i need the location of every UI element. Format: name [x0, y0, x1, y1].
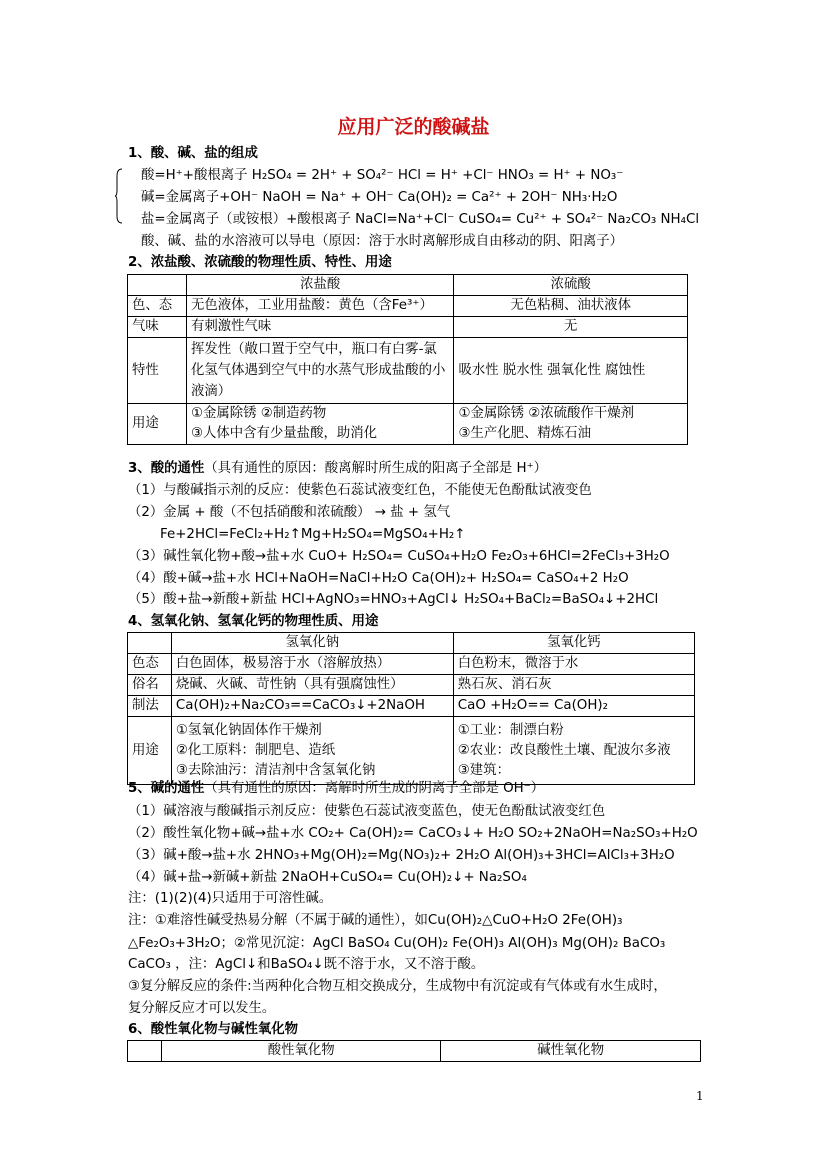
row-label: 用途	[128, 404, 187, 445]
table-row	[128, 633, 695, 654]
table-row	[128, 1041, 701, 1062]
usage-line: ③生产化肥、精炼石油	[458, 426, 591, 441]
acids-table	[127, 274, 688, 445]
usage-line: ①金属除锈 ②制造药物	[190, 406, 327, 421]
table-row	[128, 275, 688, 296]
row-label: 气味	[128, 317, 187, 338]
row-label: 用途	[128, 717, 172, 785]
base-property-1: （1）碱溶液与酸碱指示剂反应：使紫色石蕊试液变蓝色，使无色酚酞试液变红色	[128, 804, 606, 819]
table-cell: 熟石灰、消石灰	[453, 675, 694, 696]
acid-property-4: （4）酸+碱→盐+水 HCl+NaOH=NaCl+H₂O Ca(OH)₂+ H₂SO₄= CaSO₄+2 H₂O	[128, 571, 629, 586]
acid-property-2-examples: Fe+2HCl=FeCl₂+H₂↑Mg+H₂SO₄=MgSO₄+H₂↑	[160, 527, 466, 542]
row-label: 俗名	[128, 675, 172, 696]
bases-table	[127, 632, 695, 785]
page-title: 应用广泛的酸碱盐	[337, 116, 490, 138]
table-header: 酸性氧化物	[161, 1041, 441, 1062]
section-5-note: （具有通性的原因：离解时所生成的阴离子全部是 OH⁻）	[204, 781, 545, 796]
conductivity-note: 酸、碱、盐的水溶液可以导电（原因：溶于水时离解形成自由移动的阴、阳离子）	[141, 234, 624, 249]
note-5: ③复分解反应的条件:当两种化合物互相交换成分，生成物中有沉淀或有气体或有水生成时，	[128, 979, 667, 994]
salt-composition: 盐=金属离子（或铵根）+酸根离子 NaCl=Na⁺+Cl⁻ CuSO₄= Cu²⁺ + SO₄²⁻ Na₂CO₃ NH₄Cl	[141, 212, 700, 227]
table-cell	[453, 717, 694, 785]
table-row	[128, 404, 688, 445]
note-6: 复分解反应才可以发生。	[128, 1001, 276, 1016]
table-cell	[128, 275, 187, 296]
note-1: 注：(1)(2)(4)只适用于可溶性碱。	[128, 891, 333, 906]
usage-line: ①金属除锈 ②浓硫酸作干燥剂	[458, 406, 634, 421]
table-header: 氢氧化钠	[171, 633, 453, 654]
section-5-heading-line	[128, 780, 544, 798]
base-property-2: （2）酸性氧化物+碱→盐+水 CO₂+ Ca(OH)₂= CaCO₃↓+ H₂O SO₂+2NaOH=Na₂SO₃+H₂O	[128, 826, 698, 841]
base-composition: 碱=金属离子+OH⁻ NaOH = Na⁺ + OH⁻ Ca(OH)₂ = Ca²⁺ + 2OH⁻ NH₃·H₂O	[141, 190, 618, 205]
row-label: 特性	[128, 338, 187, 404]
table-row	[128, 675, 695, 696]
row-label: 色、态	[128, 296, 187, 317]
table-cell: 无色液体，工业用盐酸：黄色（含Fe³⁺）	[186, 296, 454, 317]
table-cell: 烧碱、火碱、苛性钠（具有强腐蚀性）	[171, 675, 453, 696]
table-cell: 无	[454, 317, 688, 338]
table-header: 浓硫酸	[454, 275, 688, 296]
table-row	[128, 317, 688, 338]
page-number: 1	[696, 1089, 704, 1103]
usage-line: ③人体中含有少量盐酸，助消化	[190, 426, 378, 441]
base-property-4: （4）碱+盐→新碱+新盐 2NaOH+CuSO₄= Cu(OH)₂↓+ Na₂SO₄	[128, 870, 527, 885]
table-cell: 有刺激性气味	[186, 317, 454, 338]
table-cell: 白色固体，极易溶于水（溶解放热）	[171, 654, 453, 675]
note-2: 注：①难溶性碱受热易分解（不属于碱的通性），如Cu(OH)₂△CuO+H₂O 2Fe(OH)₃	[128, 913, 623, 928]
oxides-table	[127, 1040, 701, 1062]
usage-line: ①氢氧化钠固体作干燥剂	[175, 722, 322, 738]
usage-line: ②农业：改良酸性土壤、配波尔多液	[457, 742, 671, 758]
usage-line: ③去除油污：清洁剂中含氢氧化钠	[175, 762, 376, 778]
section-3-heading-line	[128, 460, 547, 478]
table-row	[128, 654, 695, 675]
brace-icon	[115, 168, 123, 224]
table-cell: Ca(OH)₂+Na₂CO₃==CaCO₃↓+2NaOH	[171, 696, 453, 717]
table-header: 碱性氧化物	[441, 1041, 701, 1062]
table-row	[128, 338, 688, 404]
base-property-3: （3）碱+酸→盐+水 2HNO₃+Mg(OH)₂=Mg(NO₃)₂+ 2H₂O Al(OH)₃+3HCl=AlCl₃+3H₂O	[128, 848, 675, 863]
table-cell: 吸水性 脱水性 强氧化性 腐蚀性	[454, 338, 688, 404]
section-2-heading: 2、浓盐酸、浓硫酸的物理性质、特性、用途	[128, 255, 392, 270]
usage-line: ②化工原料：制肥皂、造纸	[175, 742, 336, 758]
section-4-heading: 4、氢氧化钠、氢氧化钙的物理性质、用途	[128, 614, 379, 629]
acid-property-3: （3）碱性氧化物+酸→盐+水 CuO+ H₂SO₄= CuSO₄+H₂O Fe₂O₃+6HCl=2FeCl₃+3H₂O	[128, 549, 670, 564]
table-header: 浓盐酸	[186, 275, 454, 296]
row-label: 色态	[128, 654, 172, 675]
section-6-heading: 6、酸性氧化物与碱性氧化物	[128, 1022, 299, 1037]
note-3: △Fe₂O₃+3H₂O；②常见沉淀：AgCl BaSO₄ Cu(OH)₂ Fe(OH)₃ Al(OH)₃ Mg(OH)₂ BaCO₃	[128, 936, 666, 951]
table-cell	[454, 404, 688, 445]
usage-line: ③建筑：	[457, 762, 510, 778]
table-row	[128, 696, 695, 717]
table-row	[128, 296, 688, 317]
table-cell: 白色粉末，微溶于水	[453, 654, 694, 675]
section-3-note: （具有通性的原因：酸离解时所生成的阳离子全部是 H⁺）	[204, 461, 548, 476]
acid-property-5: （5）酸+盐→新酸+新盐 HCl+AgNO₃=HNO₃+AgCl↓ H₂SO₄+BaCl₂=BaSO₄↓+2HCl	[128, 592, 659, 607]
table-cell	[186, 404, 454, 445]
section-5-heading: 5、碱的通性	[128, 781, 205, 796]
usage-line: ①工业：制漂白粉	[457, 722, 564, 738]
acid-property-2: （2）金属 + 酸（不包括硝酸和浓硫酸） → 盐 + 氢气	[128, 505, 451, 520]
table-cell	[128, 1041, 162, 1062]
row-label: 制法	[128, 696, 172, 717]
section-3-heading: 3、酸的通性	[128, 461, 205, 476]
table-cell	[128, 633, 172, 654]
section-1-heading: 1、酸、碱、盐的组成	[128, 146, 258, 161]
table-cell	[171, 717, 453, 785]
table-cell: 无色粘稠、油状液体	[454, 296, 688, 317]
note-4: CaCO₃ ，注：AgCl↓和BaSO₄↓既不溶于水，又不溶于酸。	[128, 957, 485, 972]
table-cell: CaO +H₂O== Ca(OH)₂	[453, 696, 694, 717]
acid-composition: 酸=H⁺+酸根离子 H₂SO₄ = 2H⁺ + SO₄²⁻ HCl = H⁺ +Cl⁻ HNO₃ = H⁺ + NO₃⁻	[141, 168, 624, 183]
table-row	[128, 717, 695, 785]
table-header: 氢氧化钙	[453, 633, 694, 654]
table-cell: 挥发性（敞口置于空气中，瓶口有白雾-氯化氢气体遇到空气中的水蒸气形成盐酸的小液滴）	[186, 338, 454, 404]
acid-property-1: （1）与酸碱指示剂的反应：使紫色石蕊试液变红色，不能使无色酚酞试液变色	[128, 483, 592, 498]
